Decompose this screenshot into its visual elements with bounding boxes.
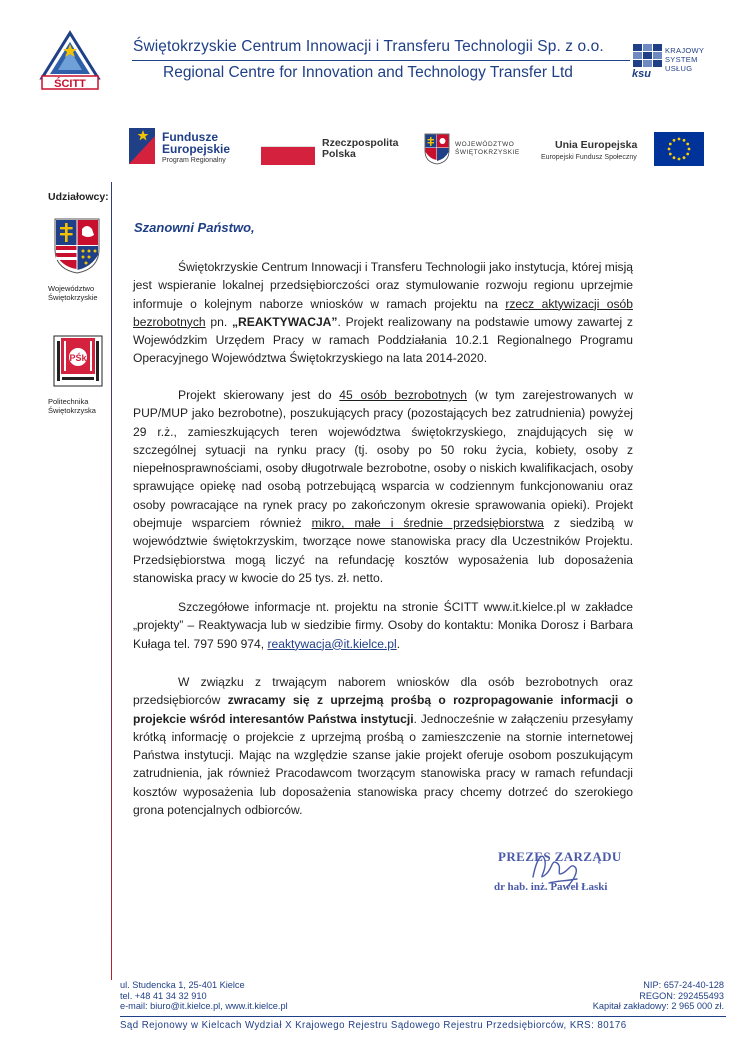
ksu-line-3: USŁUG	[665, 64, 693, 73]
company-name-en: Regional Centre for Innovation and Technology Transfer Ltd	[163, 64, 573, 81]
p2-underline-1: 45 osób bezrobotnych	[339, 388, 468, 402]
fe-line-2: Europejskie	[162, 142, 231, 156]
p3-text-a: Szczegółowe informacje nt. projektu na stronie ŚCITT www.it.kielce.pl w zakładce „projekty” – Reaktywacja lub w siedzibie firmy. Osoby do kontaktu: Monika Dorosz i Barbara Kułaga tel. 797 590 974,	[133, 600, 633, 651]
ue-line-2: Europejski Fundusz Społeczny	[541, 154, 637, 161]
rp-line-1: Rzeczpospolita	[322, 137, 399, 149]
eu-flag-icon	[654, 132, 704, 166]
ksu-grid-icon	[633, 44, 663, 68]
swietokrzyskie-crest-icon	[53, 217, 101, 275]
contact-email-link[interactable]: reaktywacja@it.kielce.pl	[267, 636, 397, 651]
footer-divider	[120, 1016, 726, 1017]
polish-flag-icon	[261, 146, 315, 165]
fundusze-europejskie-icon	[127, 126, 159, 166]
pol-line-1: Politechnika	[48, 397, 89, 406]
ue-line-1: Unia Europejska	[555, 139, 638, 151]
footer-capital: Kapitał zakładowy: 2 965 000 zł.	[592, 1001, 724, 1012]
p2-underline-2: mikro, małe i średnie przedsiębiorstwa	[311, 516, 544, 531]
p1-underline: rzecz aktywizacji osób bezrobotnych	[133, 296, 633, 329]
footer-contact	[120, 980, 288, 1012]
footer-nip: NIP: 657-24-40-128	[643, 980, 724, 990]
scitt-logo-text: ŚCITT	[54, 78, 86, 90]
header-divider	[132, 60, 630, 61]
p2-text-b: (w tym zarejestrowanych w PUP/MUP jako bezrobotne), poszukujących pracy (pozostających bez zatrudnienia) powyżej 29 r.ż., zamieszkujących teren województwa świętokrzyskiego, znajdujących się w szczególnej sytuacji na rynku pracy (tj. osoby po 50 roku życia, kobiety, osoby z niepełnosprawnościami, osoby długotrwale bezrobotne, osoby o niskich kwalifikacjach, osoby sprawujące opiekę nad osobą potrzebującą wsparcia w codziennym funkcjonowaniu oraz osoby powracające na rynek pracy po zakończonym okresie sprawowania opieki). Projekt obejmuje wsparciem również	[133, 388, 633, 531]
p4-text-a: W związku z trwającym naborem wniosków dla osób bezrobotnych oraz przedsiębiorców	[133, 675, 633, 708]
ksu-label: ksu	[632, 68, 651, 80]
p4-bold-request: zwracamy się z uprzejmą prośbą o rozpropagowanie informacji o projekcie wśród interesantów Państwa instytucji	[133, 693, 633, 726]
scitt-logo-icon	[38, 30, 102, 90]
p1-project-name: „REAKTYWACJA”	[231, 314, 338, 329]
pol-line-2: Świętokrzyska	[48, 406, 96, 415]
shareholders-heading: Udziałowcy:	[48, 191, 109, 203]
p1-text-c: . Projekt realizowany na podstawie umowy zawartej z Wojewódzkim Urzędem Pracy w ramach Poddziałania 10.2.1 Regionalnego Programu Operacyjnego Województwa Świętokrzyskiego na lata 2014-2020.	[133, 314, 633, 366]
ws-line-1: WOJEWÓDZTWO	[455, 141, 515, 148]
politechnika-logo-icon	[53, 335, 103, 387]
voivodeship-crest-icon	[424, 133, 450, 165]
sidebar-divider	[111, 182, 112, 980]
ksu-line-2: SYSTEM	[665, 55, 698, 64]
paragraph-1	[133, 258, 633, 368]
p2-text-a: Projekt skierowany jest do	[178, 388, 340, 402]
footer-court-registry: Sąd Rejonowy w Kielcach Wydział X Krajowego Rejestru Sądowego Rejestru Przedsiębiorców, KRS: 80176	[120, 1020, 627, 1031]
signature-title: PREZES ZARZĄDU	[498, 849, 622, 864]
p1-text-b: pn.	[205, 314, 232, 329]
fe-line-1: Fundusze	[162, 130, 218, 144]
p3-end: .	[396, 636, 401, 651]
footer-regon: REGON: 292455493	[639, 990, 724, 1001]
signature-name: dr hab. inż. Paweł Łaski	[494, 881, 608, 893]
p4-text-b: . Jednocześnie w załączeniu przesyłamy krótką informację o projekcie z uprzejmą prośbą o zamieszczenie na stornie internetowej Państwa instytucji. Mając na względzie szanse jakie projekt oferuje osobom poszukującym zatrudnienia, jak również Pracodawcom tworzącym stanowiska pracy w ramach refundacji kosztów wyposażenia lub doposażenia stanowiska pracy chcemy dotrzeć do szerokiego grona potencjalnych odbiorców.	[133, 711, 633, 818]
woj-line-1: Województwo	[48, 284, 95, 293]
paragraph-2	[133, 386, 633, 587]
p2-text-c: z siedzibą w województwie świętokrzyskim, tworzące nowe stanowiska pracy dla Uczestników Projektu. Przedsiębiorstwa mogą liczyć na refundację kosztów wyposażenia lub doposażenia stanowiska pracy w kwocie do 25 tys. zł. netto.	[133, 516, 634, 585]
fe-line-3: Program Regionalny	[162, 157, 226, 164]
p1-text-a: Świętokrzyskie Centrum Innowacji i Transferu Technologii jako instytucja, której misją jest wspieranie lokalnej przedsiębiorczości oraz stymulowanie rozwoju regionu uprzejmie informuje o kolejnym naborze wniosków w ramach projektu na	[133, 260, 633, 311]
paragraph-4	[133, 673, 633, 819]
woj-line-2: Świętokrzyskie	[48, 293, 98, 302]
ksu-text	[665, 46, 704, 73]
footer-phone: tel. +48 41 34 32 910	[120, 990, 207, 1001]
footer-address: ul. Studencka 1, 25-401 Kielce	[120, 980, 245, 990]
rp-line-2: Polska	[322, 148, 356, 160]
pol-logo-text: PŚk	[69, 353, 87, 363]
footer-email: e-mail: biuro@it.kielce.pl, www.it.kielce.pl	[120, 1001, 288, 1012]
ksu-line-1: KRAJOWY	[665, 46, 705, 55]
paragraph-3	[133, 598, 633, 653]
ws-line-2: ŚWIĘTOKRZYSKIE	[455, 149, 520, 156]
company-name-pl: Świętokrzyskie Centrum Innowacji i Transferu Technologii Sp. z o.o.	[133, 38, 604, 55]
greeting: Szanowni Państwo,	[134, 220, 255, 235]
footer-registration	[593, 980, 724, 1012]
